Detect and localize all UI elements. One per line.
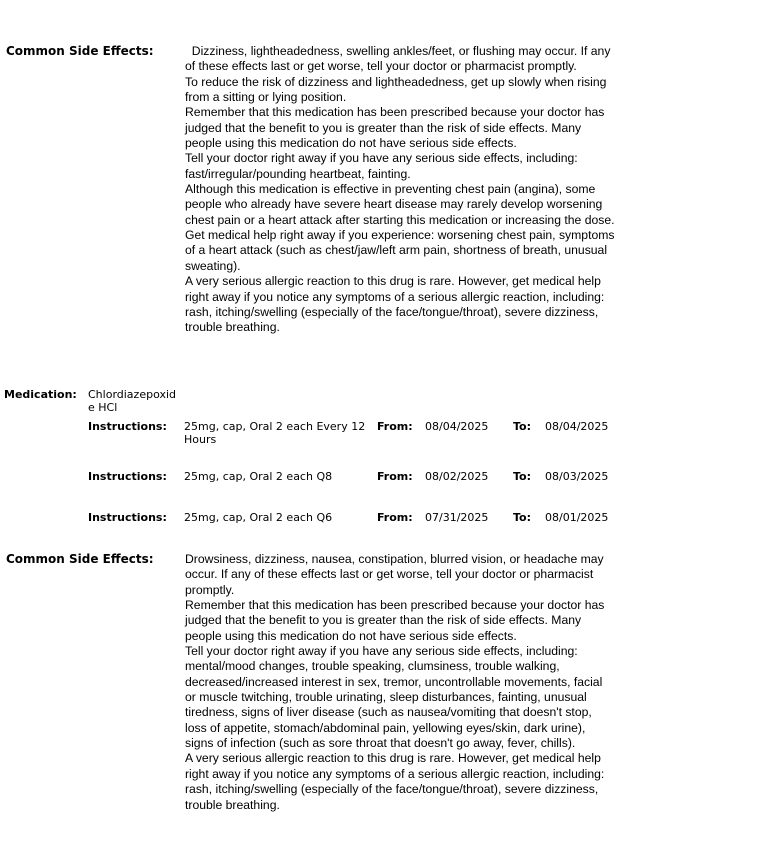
instructions-value: 25mg, cap, Oral 2 each Q8 [184, 470, 333, 483]
from-label: From: [377, 511, 413, 524]
side-effects-paragraph: Although this medication is effective in preventing chest pain (angina), some people who already have severe heart disease may rarely develop worsening chest pain or a heart attack after starting this medication or increasing the dose. Get medical help right away if you experience: worsening chest pain, symptoms of a heart attack (such as chest/jaw/left arm pain, shortness of breath, unusual sweating). [185, 182, 615, 273]
medication-label: Medication: [4, 388, 77, 401]
side-effects-text [185, 552, 615, 813]
medication-name: Chlordiazepoxide HCl [88, 388, 177, 414]
instructions-label: Instructions: [88, 470, 167, 483]
from-date: 07/31/2025 [425, 511, 489, 524]
side-effects-label: Common Side Effects: [6, 552, 154, 566]
side-effects-paragraph: Remember that this medication has been prescribed because your doctor has judged that the benefit to you is greater than the risk of side effects. Many people using this medication do not have serious side effects. [185, 105, 605, 151]
instructions-label: Instructions: [88, 420, 167, 433]
instruction-row [0, 420, 768, 450]
to-label: To: [513, 511, 531, 524]
side-effects-paragraph: To reduce the risk of dizziness and lightheadedness, get up slowly when rising from a sitting or lying position. [185, 74, 607, 105]
instruction-row [0, 511, 768, 541]
instructions-value: 25mg, cap, Oral 2 each Q6 [184, 511, 333, 524]
side-effects-paragraph: Dizziness, lightheadedness, swelling ankles/feet, or flushing may occur. If any of these effects last or get worse, tell your doctor or pharmacist promptly. [185, 44, 614, 74]
to-date: 08/04/2025 [545, 420, 609, 433]
side-effects-paragraph: Tell your doctor right away if you have any serious side effects, including: fast/irregular/pounding heartbeat, fainting. [185, 151, 578, 181]
instruction-row [0, 470, 768, 500]
instructions-label: Instructions: [88, 511, 167, 524]
from-label: From: [377, 470, 413, 483]
from-label: From: [377, 420, 413, 433]
side-effects-paragraph: A very serious allergic reaction to this drug is rare. However, get medical help right away if you notice any symptoms of a serious allergic reaction, including: rash, itching/swelling (especially of the face/tongue/throat), severe dizziness, trouble breathing. [185, 274, 605, 335]
to-date: 08/01/2025 [545, 511, 609, 524]
to-date: 08/03/2025 [545, 470, 609, 483]
side-effects-label: Common Side Effects: [6, 44, 154, 58]
from-date: 08/02/2025 [425, 470, 489, 483]
side-effects-paragraph: Drowsiness, dizziness, nausea, constipation, blurred vision, or headache may occur. If any of these effects last or get worse, tell your doctor or pharmacist promptly. [185, 552, 604, 597]
instructions-value: 25mg, cap, Oral 2 each Every 12 Hours [184, 420, 366, 446]
from-date: 08/04/2025 [425, 420, 489, 433]
side-effects-text [185, 44, 615, 336]
to-label: To: [513, 470, 531, 483]
side-effects-paragraph: Tell your doctor right away if you have any serious side effects, including: mental/mood changes, trouble speaking, clumsiness, trouble walking, decreased/increased interest in sex, tremor, uncontrollable movements, facial or muscle twitching, trouble urinating, sleep disturbances, fainting, unusual tiredness, signs of liver disease (such as nausea/vomiting that doesn't stop, loss of appetite, stomach/abdominal pain, yellowing eyes/skin, dark urine), signs of infection (such as sore throat that doesn't go away, fever, chills). [185, 644, 603, 751]
to-label: To: [513, 420, 531, 433]
side-effects-paragraph: A very serious allergic reaction to this drug is rare. However, get medical help right away if you notice any symptoms of a serious allergic reaction, including: rash, itching/swelling (especially of the face/tongue/throat), severe dizziness, trouble breathing. [185, 751, 605, 812]
side-effects-paragraph: Remember that this medication has been prescribed because your doctor has judged that the benefit to you is greater than the risk of side effects. Many people using this medication do not have serious side effects. [185, 598, 605, 643]
